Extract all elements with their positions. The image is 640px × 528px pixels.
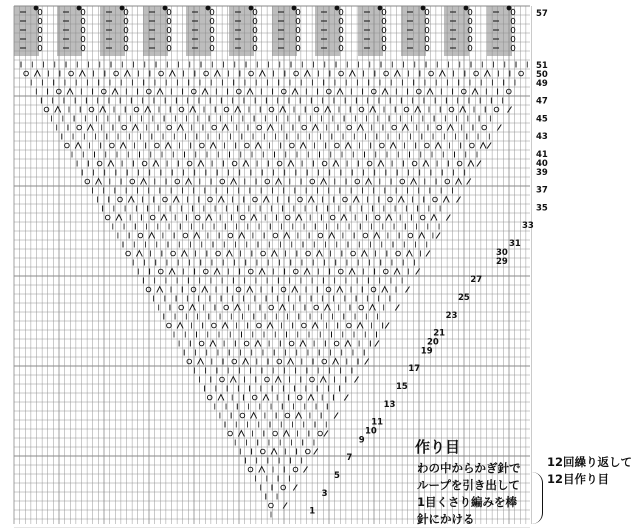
- yarn-over-symbol: [257, 323, 262, 328]
- decrease-symbol: [349, 269, 355, 275]
- decrease-symbol: [157, 287, 163, 293]
- yarn-over-symbol: [347, 125, 352, 130]
- decrease-symbol: [304, 71, 310, 77]
- decrease-symbol: [484, 71, 490, 77]
- yarn-over-symbol: [228, 431, 233, 436]
- stitch-dot: [77, 6, 82, 11]
- decrease-symbol: [406, 251, 412, 257]
- edge-slash: [395, 305, 399, 311]
- decrease-symbol: [198, 161, 204, 167]
- decrease-symbol: [79, 71, 85, 77]
- edge-slash: [487, 143, 491, 149]
- yarn-over-symbol: [269, 107, 274, 112]
- yarn-over-symbol: [261, 449, 266, 454]
- decrease-symbol: [423, 161, 429, 167]
- decrease-symbol: [460, 107, 466, 113]
- decrease-symbol: [308, 395, 314, 401]
- decrease-symbol: [394, 269, 400, 275]
- yarn-over-symbol: [114, 71, 119, 76]
- yarn-over-symbol: [273, 233, 278, 238]
- decrease-symbol: [124, 71, 130, 77]
- row-number: 31: [509, 239, 521, 249]
- yarn-over-symbol: [252, 395, 257, 400]
- yarn-over-symbol: [326, 287, 331, 292]
- yarn-over-symbol: [142, 161, 147, 166]
- decrease-symbol: [259, 71, 265, 77]
- row-number: 23: [445, 310, 458, 321]
- decrease-symbol: [324, 305, 330, 311]
- row-number: 45: [536, 114, 548, 125]
- row-number: 17: [408, 364, 421, 375]
- yarn-over-symbol: [371, 287, 376, 292]
- decrease-symbol: [370, 107, 376, 113]
- row-number: 5: [334, 471, 340, 481]
- yarn-over-symbol: [412, 161, 417, 166]
- decrease-symbol: [271, 449, 277, 455]
- decrease-symbol: [263, 395, 269, 401]
- stitch-dot: [292, 6, 297, 11]
- yarn-over-symbol: [77, 125, 82, 130]
- decrease-symbol: [169, 71, 175, 77]
- row-number: 7: [346, 453, 353, 464]
- yarn-over-symbol: [240, 413, 245, 418]
- edge-slash: [508, 107, 512, 113]
- decrease-symbol: [235, 107, 241, 113]
- yarn-over-symbol: [449, 107, 454, 112]
- decrease-symbol: [394, 71, 400, 77]
- yarn-over-symbol: [314, 107, 319, 112]
- edge-slash: [324, 431, 328, 437]
- yarn-over-symbol: [155, 143, 160, 148]
- decrease-symbol: [419, 233, 425, 239]
- yarn-over-symbol: [118, 197, 123, 202]
- yarn-over-symbol: [200, 143, 205, 148]
- yarn-over-symbol: [122, 125, 127, 130]
- shaded-block: [143, 6, 168, 56]
- yarn-over-symbol: [420, 215, 425, 220]
- row-number: 33: [522, 221, 534, 231]
- shaded-block: [186, 6, 211, 56]
- row-number: 39: [536, 167, 548, 178]
- stitch-dot: [421, 6, 426, 11]
- instruction-line: ループを引き出して: [417, 478, 520, 492]
- stitch-dot: [335, 6, 340, 11]
- shaded-block: [315, 6, 340, 56]
- decrease-symbol: [263, 197, 269, 203]
- yarn-over-symbol: [167, 125, 172, 130]
- decrease-symbol: [218, 197, 224, 203]
- instruction-line: 針にかける: [417, 512, 475, 526]
- yarn-over-symbol: [228, 233, 233, 238]
- yarn-over-symbol: [65, 143, 70, 148]
- stitch-dot: [378, 6, 383, 11]
- decrease-symbol: [288, 359, 294, 365]
- shaded-block: [487, 6, 512, 56]
- yarn-over-symbol: [204, 269, 209, 274]
- yarn-over-symbol: [212, 323, 217, 328]
- yarn-over-symbol: [375, 215, 380, 220]
- yarn-over-symbol: [183, 233, 188, 238]
- yarn-over-symbol: [380, 143, 385, 148]
- stitch-dot: [206, 6, 211, 11]
- yarn-over-symbol: [249, 71, 254, 76]
- yarn-over-symbol: [44, 107, 49, 112]
- yarn-over-symbol: [281, 287, 286, 292]
- repeat-line: 12回繰り返して: [547, 455, 633, 469]
- repeat-line: 12目作り目: [547, 472, 610, 486]
- stitch-dot: [507, 6, 512, 11]
- decrease-symbol: [55, 107, 61, 113]
- decrease-symbol: [337, 287, 343, 293]
- yarn-over-symbol: [163, 197, 168, 202]
- decrease-symbol: [279, 305, 285, 311]
- yarn-over-symbol: [138, 233, 143, 238]
- edge-slash: [375, 341, 379, 347]
- yarn-over-symbol: [474, 71, 479, 76]
- stitch-dot: [163, 6, 168, 11]
- decrease-symbol: [357, 323, 363, 329]
- yarn-over-symbol: [433, 197, 438, 202]
- decrease-symbol: [153, 161, 159, 167]
- decrease-symbol: [361, 251, 367, 257]
- yarn-over-symbol: [290, 143, 295, 148]
- decrease-symbol: [259, 467, 265, 473]
- yarn-over-symbol: [318, 431, 323, 436]
- row-number: 47: [536, 96, 548, 107]
- decrease-symbol: [353, 197, 359, 203]
- yarn-over-symbol: [334, 341, 339, 346]
- shaded-block: [358, 6, 383, 56]
- decrease-symbol: [316, 251, 322, 257]
- decrease-symbol: [329, 233, 335, 239]
- decrease-symbol: [239, 233, 245, 239]
- yarn-over-symbol: [384, 71, 389, 76]
- decrease-symbol: [198, 359, 204, 365]
- row-number: 1: [309, 506, 316, 517]
- yarn-over-symbol: [318, 233, 323, 238]
- yarn-over-symbol: [302, 125, 307, 130]
- decrease-symbol: [259, 269, 265, 275]
- decrease-symbol: [136, 251, 142, 257]
- yarn-over-symbol: [494, 107, 499, 112]
- row-number: 10: [365, 426, 377, 437]
- row-number: 50: [536, 69, 548, 80]
- decrease-symbol: [177, 323, 183, 329]
- yarn-over-symbol: [297, 395, 302, 400]
- decrease-symbol: [369, 305, 375, 311]
- decrease-symbol: [194, 233, 200, 239]
- yarn-over-symbol: [195, 215, 200, 220]
- decrease-symbol: [128, 197, 134, 203]
- yarn-over-symbol: [97, 161, 102, 166]
- edge-slash: [304, 467, 308, 473]
- yarn-over-symbol: [167, 323, 172, 328]
- row-number: 49: [536, 78, 548, 89]
- yarn-over-symbol: [367, 161, 372, 166]
- decrease-symbol: [374, 233, 380, 239]
- yarn-over-symbol: [429, 71, 434, 76]
- shaded-block: [272, 6, 297, 56]
- instruction-line: わの中からかぎ針で: [417, 461, 521, 475]
- yarn-over-symbol: [482, 125, 487, 130]
- shaded-block: [57, 6, 82, 56]
- decrease-symbol: [247, 287, 253, 293]
- edge-slash: [436, 233, 440, 239]
- yarn-over-symbol: [285, 413, 290, 418]
- repeat-note: [547, 454, 632, 488]
- yarn-over-symbol: [187, 359, 192, 364]
- decrease-symbol: [190, 107, 196, 113]
- yarn-over-symbol: [384, 269, 389, 274]
- yarn-over-symbol: [343, 197, 348, 202]
- row-number: 51: [536, 61, 548, 71]
- yarn-over-symbol: [425, 143, 430, 148]
- yarn-over-symbol: [322, 359, 327, 364]
- row-number: 40: [536, 158, 548, 169]
- decrease-symbol: [398, 197, 404, 203]
- cast-on-title: 作り目: [415, 438, 461, 456]
- row-number: 35: [536, 203, 548, 214]
- yarn-over-symbol: [302, 323, 307, 328]
- decrease-symbol: [312, 323, 318, 329]
- decrease-symbol: [271, 251, 277, 257]
- yarn-over-symbol: [253, 197, 258, 202]
- yarn-over-symbol: [298, 197, 303, 202]
- yarn-over-symbol: [24, 71, 29, 76]
- brace-bracket: [532, 472, 543, 524]
- yarn-over-symbol: [306, 449, 311, 454]
- decrease-symbol: [267, 323, 273, 329]
- edge-slash: [406, 287, 410, 293]
- yarn-over-symbol: [269, 503, 274, 508]
- yarn-over-symbol: [245, 143, 250, 148]
- yarn-over-symbol: [159, 269, 164, 274]
- row-number: 57: [536, 9, 548, 19]
- decrease-symbol: [169, 269, 175, 275]
- yarn-over-symbol: [335, 143, 340, 148]
- yarn-over-symbol: [330, 215, 335, 220]
- row-number: 11: [371, 417, 384, 428]
- yarn-over-symbol: [244, 341, 249, 346]
- decrease-symbol: [349, 71, 355, 77]
- decrease-symbol: [100, 107, 106, 113]
- decrease-symbol: [333, 161, 339, 167]
- yarn-over-symbol: [207, 395, 212, 400]
- decrease-symbol: [234, 305, 240, 311]
- yarn-over-symbol: [359, 107, 364, 112]
- yarn-over-symbol: [363, 233, 368, 238]
- decrease-symbol: [439, 71, 445, 77]
- decrease-symbol: [382, 287, 388, 293]
- edge-slash: [477, 161, 481, 167]
- edge-slash: [344, 395, 348, 401]
- yarn-over-symbol: [105, 215, 110, 220]
- yarn-over-symbol: [150, 215, 155, 220]
- decrease-symbol: [214, 269, 220, 275]
- yarn-over-symbol: [191, 287, 196, 292]
- row-number: 13: [383, 399, 396, 410]
- decrease-symbol: [173, 197, 179, 203]
- yarn-over-symbol: [404, 107, 409, 112]
- yarn-over-symbol: [212, 125, 217, 130]
- decrease-symbol: [288, 161, 294, 167]
- decrease-symbol: [145, 107, 151, 113]
- yarn-over-symbol: [294, 269, 299, 274]
- yarn-over-symbol: [249, 269, 254, 274]
- yarn-over-symbol: [110, 143, 115, 148]
- yarn-over-symbol: [281, 485, 286, 490]
- row-number: 43: [536, 132, 548, 143]
- edge-slash: [426, 251, 430, 257]
- yarn-over-symbol: [388, 197, 393, 202]
- yarn-over-symbol: [470, 143, 475, 148]
- decrease-symbol: [304, 269, 310, 275]
- decrease-symbol: [292, 287, 298, 293]
- decrease-symbol: [222, 323, 228, 329]
- decrease-symbol: [181, 251, 187, 257]
- edge-slash: [385, 323, 389, 329]
- yarn-over-symbol: [232, 161, 237, 166]
- decrease-symbol: [214, 71, 220, 77]
- row-number: 21: [433, 328, 446, 339]
- decrease-symbol: [34, 71, 40, 77]
- row-number: 20: [427, 337, 439, 348]
- yarn-over-symbol: [134, 107, 139, 112]
- yarn-over-symbol: [146, 287, 151, 292]
- yarn-over-symbol: [339, 71, 344, 76]
- yarn-over-symbol: [347, 323, 352, 328]
- decrease-symbol: [243, 161, 249, 167]
- row-number: 37: [536, 185, 548, 196]
- yarn-over-symbol: [204, 71, 209, 76]
- yarn-over-symbol: [285, 215, 290, 220]
- stitch-dot: [120, 6, 125, 11]
- yarn-over-symbol: [89, 107, 94, 112]
- decrease-symbol: [415, 107, 421, 113]
- yarn-over-symbol: [457, 161, 462, 166]
- decrease-symbol: [226, 251, 232, 257]
- yarn-over-symbol: [199, 341, 204, 346]
- decrease-symbol: [108, 161, 114, 167]
- row-number: 27: [470, 275, 483, 286]
- yarn-over-symbol: [277, 359, 282, 364]
- row-number: 41: [536, 150, 548, 160]
- shaded-block: [444, 6, 469, 56]
- edge-slash: [365, 359, 369, 365]
- decrease-symbol: [308, 197, 314, 203]
- row-number: 15: [396, 382, 408, 392]
- decrease-symbol: [202, 287, 208, 293]
- decrease-symbol: [468, 161, 474, 167]
- row-number: 19: [420, 346, 433, 357]
- yarn-over-symbol: [408, 233, 413, 238]
- yarn-over-symbol: [519, 71, 524, 76]
- decrease-symbol: [189, 305, 195, 311]
- decrease-symbol: [325, 107, 331, 113]
- yarn-over-symbol: [437, 125, 442, 130]
- row-number: 25: [458, 293, 470, 303]
- edge-slash: [467, 179, 471, 185]
- yarn-over-symbol: [248, 467, 253, 472]
- stitch-dot: [34, 6, 39, 11]
- yarn-over-symbol: [257, 125, 262, 130]
- yarn-over-symbol: [294, 71, 299, 76]
- yarn-over-symbol: [179, 107, 184, 112]
- row-number: 29: [496, 257, 508, 267]
- yarn-over-symbol: [159, 71, 164, 76]
- yarn-over-symbol: [240, 215, 245, 220]
- row-number: 3: [321, 488, 328, 499]
- decrease-symbol: [149, 233, 155, 239]
- decrease-symbol: [243, 359, 249, 365]
- instruction-line: 1目くさり編みを棒: [417, 495, 518, 509]
- row-number: 30: [496, 248, 508, 258]
- yarn-over-symbol: [208, 197, 213, 202]
- stitch-dot: [464, 6, 469, 11]
- yarn-over-symbol: [277, 161, 282, 166]
- edge-slash: [314, 449, 318, 455]
- row-number: 9: [358, 435, 365, 446]
- decrease-symbol: [378, 161, 384, 167]
- yarn-over-symbol: [289, 341, 294, 346]
- yarn-over-symbol: [232, 359, 237, 364]
- yarn-over-symbol: [224, 107, 229, 112]
- cast-on-instructions: [417, 460, 521, 528]
- decrease-symbol: [280, 107, 286, 113]
- decrease-symbol: [333, 359, 339, 365]
- decrease-symbol: [284, 233, 290, 239]
- yarn-over-symbol: [322, 161, 327, 166]
- stitch-dot: [249, 6, 254, 11]
- decrease-symbol: [443, 197, 449, 203]
- yarn-over-symbol: [236, 287, 241, 292]
- yarn-over-symbol: [187, 161, 192, 166]
- yarn-over-symbol: [293, 467, 298, 472]
- decrease-symbol: [218, 395, 224, 401]
- yarn-over-symbol: [339, 269, 344, 274]
- yarn-over-symbol: [392, 125, 397, 130]
- yarn-over-symbol: [69, 71, 74, 76]
- yarn-over-symbol: [273, 431, 278, 436]
- shaded-block: [14, 6, 39, 56]
- edge-slash: [355, 377, 359, 383]
